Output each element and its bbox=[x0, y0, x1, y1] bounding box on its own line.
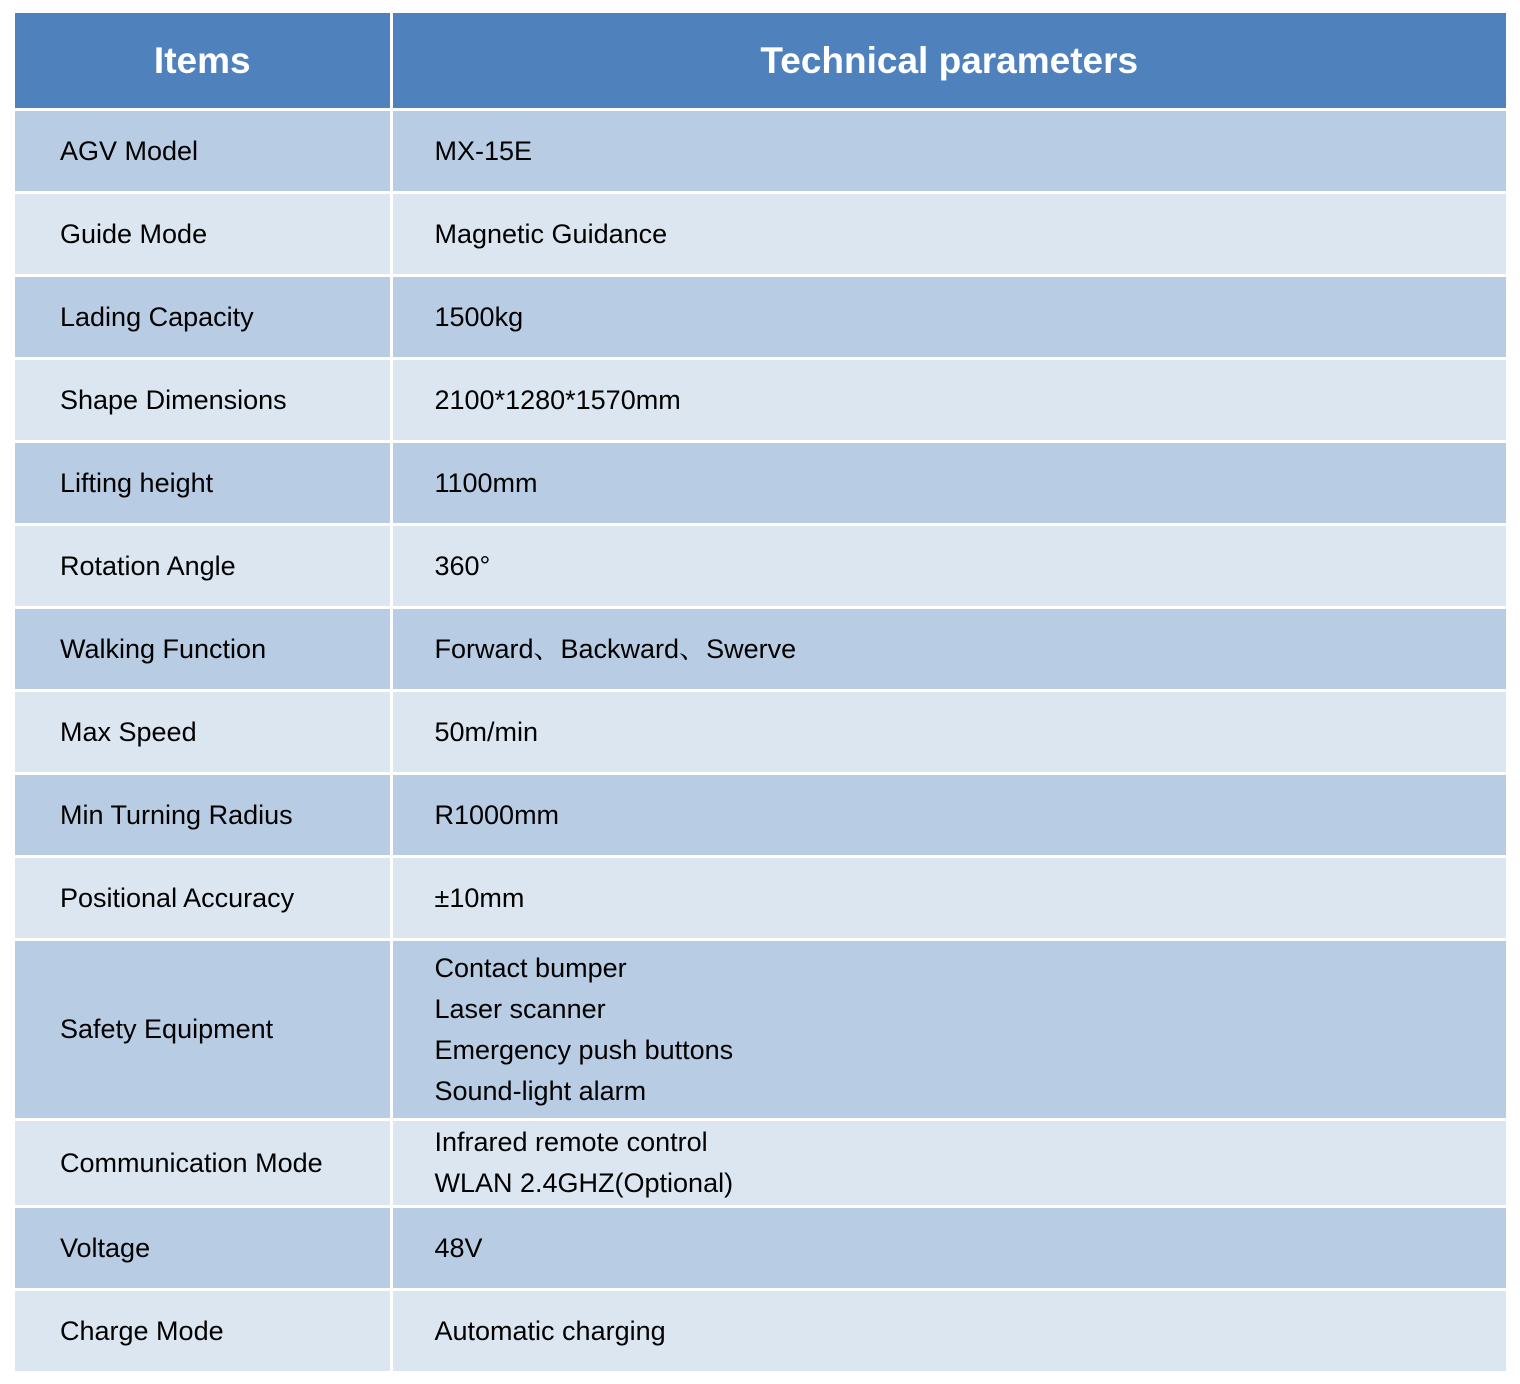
item-cell: Voltage bbox=[15, 1207, 391, 1290]
item-cell: Communication Mode bbox=[15, 1120, 391, 1207]
table-row bbox=[15, 110, 1506, 193]
value-text: Emergency push buttons bbox=[434, 1034, 734, 1065]
value-text: Forward、Backward、Swerve bbox=[434, 633, 797, 664]
item-cell: Min Turning Radius bbox=[15, 774, 391, 857]
value-cell bbox=[391, 1290, 1506, 1373]
value-text: Magnetic Guidance bbox=[434, 218, 668, 249]
value-text: Automatic charging bbox=[434, 1315, 666, 1346]
value-cell bbox=[391, 359, 1506, 442]
item-cell: Charge Mode bbox=[15, 1290, 391, 1373]
table-row bbox=[15, 442, 1506, 525]
table-row bbox=[15, 608, 1506, 691]
table-row bbox=[15, 691, 1506, 774]
table-row bbox=[15, 525, 1506, 608]
item-cell: Guide Mode bbox=[15, 193, 391, 276]
value-cell bbox=[391, 276, 1506, 359]
table-row bbox=[15, 359, 1506, 442]
value-text: ±10mm bbox=[434, 882, 525, 913]
value-cell bbox=[391, 110, 1506, 193]
value-text: Contact bumper bbox=[434, 952, 627, 983]
table-row bbox=[15, 1207, 1506, 1290]
value-text: WLAN 2.4GHZ(Optional) bbox=[434, 1168, 734, 1198]
table-row bbox=[15, 940, 1506, 1120]
table-row bbox=[15, 1290, 1506, 1373]
value-text: MX-15E bbox=[434, 135, 533, 166]
header-items: Items bbox=[15, 13, 391, 110]
item-cell: Lifting height bbox=[15, 442, 391, 525]
item-cell: AGV Model bbox=[15, 110, 391, 193]
item-cell: Positional Accuracy bbox=[15, 857, 391, 940]
value-text: 1500kg bbox=[434, 301, 524, 332]
table-row bbox=[15, 857, 1506, 940]
value-cell bbox=[391, 1207, 1506, 1290]
value-text: 360° bbox=[434, 550, 491, 581]
value-cell bbox=[391, 442, 1506, 525]
value-text: Laser scanner bbox=[434, 993, 606, 1024]
table-row bbox=[15, 774, 1506, 857]
spec-table bbox=[15, 13, 1506, 1374]
value-cell bbox=[391, 608, 1506, 691]
value-text: 1100mm bbox=[434, 467, 538, 498]
item-cell: Lading Capacity bbox=[15, 276, 391, 359]
value-text: 48V bbox=[434, 1232, 483, 1263]
value-text: Infrared remote control bbox=[434, 1127, 708, 1157]
item-cell: Shape Dimensions bbox=[15, 359, 391, 442]
value-cell bbox=[391, 193, 1506, 276]
value-text: 2100*1280*1570mm bbox=[434, 384, 681, 415]
value-text: Sound-light alarm bbox=[434, 1075, 647, 1106]
table-row bbox=[15, 276, 1506, 359]
value-cell bbox=[391, 525, 1506, 608]
value-text: 50m/min bbox=[434, 716, 539, 747]
item-cell: Rotation Angle bbox=[15, 525, 391, 608]
table-row bbox=[15, 1120, 1506, 1207]
value-cell bbox=[391, 774, 1506, 857]
item-cell: Walking Function bbox=[15, 608, 391, 691]
item-cell: Safety Equipment bbox=[15, 940, 391, 1120]
header-technical-parameters: Technical parameters bbox=[391, 13, 1506, 110]
value-cell bbox=[391, 940, 1506, 1120]
value-cell bbox=[391, 691, 1506, 774]
item-cell: Max Speed bbox=[15, 691, 391, 774]
header-row bbox=[15, 13, 1506, 110]
value-text: R1000mm bbox=[434, 799, 560, 830]
value-cell bbox=[391, 1120, 1506, 1207]
value-cell bbox=[391, 857, 1506, 940]
table-row bbox=[15, 193, 1506, 276]
